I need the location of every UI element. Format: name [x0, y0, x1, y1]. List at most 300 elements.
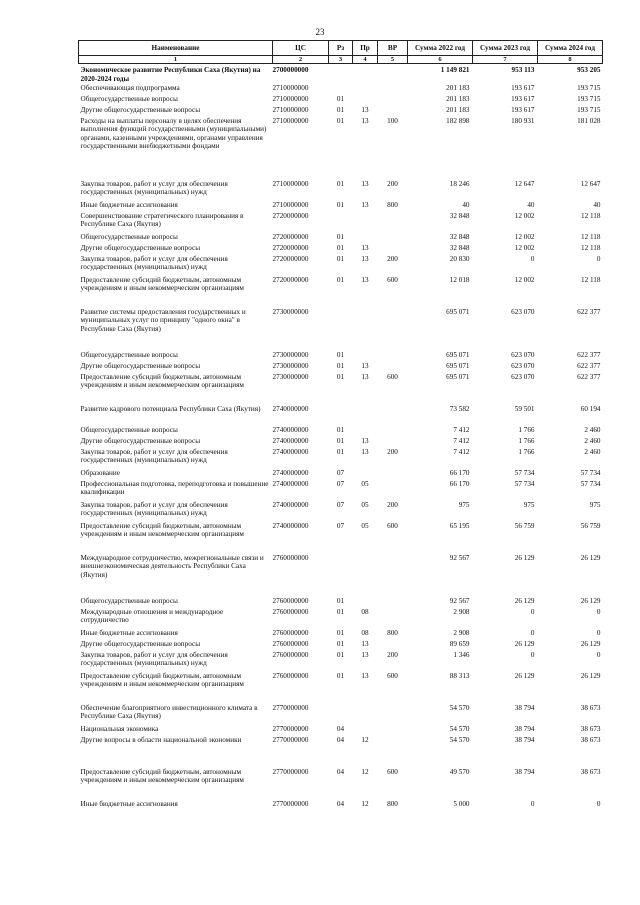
- row-pr: 12: [361, 735, 369, 744]
- row-rz: 04: [336, 724, 345, 733]
- column-index: 3: [329, 56, 353, 64]
- row-pr: 13: [361, 179, 369, 188]
- row-pr: 13: [361, 254, 369, 263]
- table-row: [79, 725, 603, 736]
- row-cs: 2730000000: [272, 361, 309, 370]
- row-rz: 01: [336, 607, 345, 616]
- row-pr: [353, 308, 378, 351]
- header-sum-2023: Сумма 2023 год: [473, 41, 538, 56]
- column-index: 2: [273, 56, 329, 64]
- row-cs: 2720000000: [272, 243, 309, 252]
- table-row: [79, 373, 603, 405]
- row-sum-2024: 12 118: [581, 232, 601, 241]
- row-sum-2023: 59 501: [514, 404, 535, 413]
- table-row: [79, 736, 603, 768]
- row-pr: 12: [361, 767, 369, 776]
- row-rz: 01: [336, 116, 345, 125]
- row-sum-2023: 12 002: [514, 211, 535, 220]
- row-rz: 07: [336, 521, 345, 530]
- row-vr: [378, 362, 408, 373]
- row-name: Национальная экономика: [80, 724, 159, 733]
- row-cs: 2760000000: [272, 650, 309, 659]
- row-pr: 13: [361, 116, 369, 125]
- row-sum-2023: 57 734: [514, 479, 535, 488]
- row-sum-2022: 1 149 821: [440, 66, 470, 74]
- row-sum-2023: 0: [530, 799, 535, 808]
- row-sum-2024: 12 647: [580, 179, 601, 188]
- row-rz: 01: [336, 425, 345, 434]
- row-pr: 13: [361, 243, 369, 252]
- header-sum-2022: Сумма 2022 год: [408, 41, 473, 56]
- row-sum-2022: 18 246: [449, 179, 470, 188]
- row-name: Другие общегосударственные вопросы: [80, 639, 201, 648]
- row-name: Предоставление субсидий бюджетным, автономным учреждениям и иным некоммерческим организациям: [80, 372, 244, 390]
- row-sum-2022: 49 570: [449, 767, 470, 776]
- row-name: Другие общегосударственные вопросы: [80, 243, 201, 252]
- row-sum-2022: 201 183: [446, 105, 470, 114]
- row-sum-2023: 40: [527, 200, 535, 209]
- header-name: Наименование: [79, 41, 273, 56]
- row-vr: [378, 554, 408, 597]
- row-sum-2022: 1 346: [453, 650, 470, 659]
- header-rz: Рз: [329, 41, 353, 56]
- row-sum-2024: 193 715: [577, 94, 601, 103]
- row-name: Международные отношения и международное сотрудничество: [80, 607, 224, 625]
- row-sum-2024: 2 460: [584, 425, 601, 434]
- row-rz: 01: [336, 243, 345, 252]
- row-sum-2023: 180 931: [511, 116, 535, 125]
- row-pr: [353, 64, 378, 84]
- row-sum-2024: 26 129: [580, 553, 601, 562]
- row-sum-2022: 695 071: [446, 361, 470, 370]
- table-row: [79, 608, 603, 629]
- row-cs: 2770000000: [272, 799, 309, 808]
- row-cs: 2740000000: [272, 479, 309, 488]
- table-row: [79, 405, 603, 426]
- row-sum-2022: 88 313: [449, 671, 470, 680]
- row-name: Совершенствование стратегического планирования в Республике Саха (Якутия): [80, 211, 244, 229]
- row-rz: 07: [336, 468, 345, 477]
- row-sum-2024: 181 028: [577, 116, 601, 125]
- row-vr: [378, 704, 408, 725]
- row-sum-2022: 695 071: [446, 350, 470, 359]
- row-vr: 600: [387, 372, 398, 381]
- row-rz: [329, 84, 353, 95]
- row-sum-2024: 622 377: [577, 372, 601, 381]
- row-pr: 05: [361, 479, 369, 488]
- row-sum-2024: 26 129: [580, 596, 601, 605]
- row-sum-2023: 57 734: [514, 468, 535, 477]
- row-sum-2024: 193 715: [577, 83, 601, 92]
- page-number: 23: [315, 27, 325, 37]
- row-sum-2024: 2 460: [584, 447, 601, 456]
- row-pr: 13: [361, 436, 369, 445]
- row-rz: 01: [336, 639, 345, 648]
- row-pr: [353, 95, 378, 106]
- row-name: Другие вопросы в области национальной экономики: [80, 735, 242, 744]
- row-pr: 13: [361, 105, 369, 114]
- row-name: Закупка товаров, работ и услуг для обеспечения государственных (муниципальных) нужд: [80, 254, 228, 272]
- row-vr: [378, 597, 408, 608]
- row-rz: 01: [336, 596, 345, 605]
- row-cs: 2740000000: [272, 521, 309, 530]
- column-index: 8: [538, 56, 603, 64]
- table-row: [79, 64, 603, 84]
- row-cs: 2730000000: [272, 307, 309, 316]
- row-sum-2024: 38 673: [580, 767, 601, 776]
- row-rz: 07: [336, 500, 345, 509]
- row-sum-2023: 26 129: [514, 553, 535, 562]
- row-vr: 200: [387, 650, 398, 659]
- row-sum-2024: 622 377: [577, 350, 601, 359]
- table-row: [79, 629, 603, 640]
- row-rz: 01: [336, 650, 345, 659]
- row-sum-2024: 40: [593, 200, 601, 209]
- row-rz: [329, 405, 353, 426]
- row-pr: [353, 554, 378, 597]
- row-pr: 13: [361, 671, 369, 680]
- row-cs: 2770000000: [272, 767, 309, 776]
- table-row: [79, 244, 603, 255]
- row-name: Общегосударственные вопросы: [80, 425, 178, 434]
- row-sum-2023: 12 002: [514, 275, 535, 284]
- row-sum-2022: 54 570: [449, 735, 470, 744]
- row-cs: 2760000000: [272, 607, 309, 616]
- header-sum-2024: Сумма 2024 год: [538, 41, 603, 56]
- row-vr: 800: [387, 799, 398, 808]
- row-sum-2024: 57 734: [580, 479, 601, 488]
- row-sum-2022: 695 071: [446, 372, 470, 381]
- row-pr: 13: [361, 372, 369, 381]
- table-row: [79, 180, 603, 201]
- row-name: Экономическое развитие Республики Саха (Якутия) на 2020-2024 годы: [80, 66, 261, 83]
- row-pr: 13: [361, 200, 369, 209]
- row-name: Иные бюджетные ассигнования: [80, 200, 178, 209]
- row-sum-2024: 12 118: [581, 275, 601, 284]
- row-name: Предоставление субсидий бюджетным, автономным учреждениям и иным некоммерческим организациям: [80, 275, 244, 293]
- column-index: 7: [473, 56, 538, 64]
- table-row: [79, 95, 603, 106]
- row-rz: 04: [336, 799, 345, 808]
- row-sum-2022: 92 567: [449, 596, 470, 605]
- row-rz: 01: [336, 350, 345, 359]
- row-sum-2022: 89 659: [449, 639, 470, 648]
- row-name: Обеспечение благоприятного инвестиционного климата в Республике Саха (Якутия): [80, 703, 258, 721]
- row-name: Закупка товаров, работ и услуг для обеспечения государственных (муниципальных) нужд: [80, 447, 228, 465]
- row-vr: [378, 469, 408, 480]
- table-row: [79, 480, 603, 501]
- row-cs: 2730000000: [272, 350, 309, 359]
- row-name: Закупка товаров, работ и услуг для обеспечения государственных (муниципальных) нужд: [80, 500, 228, 518]
- table-row: [79, 276, 603, 308]
- row-sum-2024: 60 194: [580, 404, 601, 413]
- table-row: [79, 117, 603, 180]
- table-row: [79, 448, 603, 469]
- row-vr: [378, 64, 408, 84]
- table-header: [79, 41, 603, 64]
- row-name: Закупка товаров, работ и услуг для обеспечения государственных (муниципальных) нужд: [80, 650, 228, 668]
- row-sum-2023: 38 794: [514, 735, 535, 744]
- row-sum-2023: 12 002: [514, 232, 535, 241]
- row-vr: [378, 106, 408, 117]
- row-sum-2023: 0: [530, 607, 535, 616]
- row-sum-2024: 38 673: [580, 724, 601, 733]
- row-pr: 13: [361, 361, 369, 370]
- row-rz: 04: [336, 735, 345, 744]
- row-name: Развитие системы предоставления государственных и муниципальных услуг по принципу "одного окна" в Республике Саха (Якутия): [80, 307, 246, 333]
- row-sum-2022: 92 567: [449, 553, 470, 562]
- row-pr: 08: [361, 628, 369, 637]
- column-index: 4: [353, 56, 378, 64]
- row-cs: 2760000000: [272, 628, 309, 637]
- table-row: [79, 800, 603, 811]
- row-sum-2024: 2 460: [584, 436, 601, 445]
- table-row: [79, 362, 603, 373]
- row-pr: [353, 725, 378, 736]
- row-name: Другие общегосударственные вопросы: [80, 105, 201, 114]
- row-sum-2023: 953 113: [511, 66, 535, 74]
- row-name: Общегосударственные вопросы: [80, 596, 178, 605]
- row-sum-2024: 0: [596, 254, 601, 263]
- table-row: [79, 768, 603, 800]
- row-pr: 12: [361, 799, 369, 808]
- row-vr: [378, 640, 408, 651]
- row-sum-2024: 57 734: [580, 468, 601, 477]
- row-sum-2023: 26 129: [514, 596, 535, 605]
- row-rz: [329, 64, 353, 84]
- row-sum-2023: 0: [530, 650, 535, 659]
- row-sum-2022: 73 582: [449, 404, 470, 413]
- row-rz: 01: [336, 628, 345, 637]
- row-sum-2023: 0: [530, 254, 535, 263]
- row-name: Развитие кадрового потенциала Республики Саха (Якутия): [80, 404, 261, 413]
- row-pr: 13: [361, 447, 369, 456]
- row-vr: [378, 233, 408, 244]
- row-sum-2022: 32 848: [449, 211, 470, 220]
- table-row: [79, 212, 603, 233]
- row-sum-2024: 193 715: [577, 105, 601, 114]
- row-cs: 2710000000: [272, 116, 309, 125]
- row-sum-2024: 12 118: [581, 211, 601, 220]
- row-vr: [378, 426, 408, 437]
- row-cs: 2760000000: [272, 596, 309, 605]
- row-cs: 2710000000: [272, 105, 309, 114]
- row-sum-2022: 66 170: [449, 479, 470, 488]
- row-vr: 200: [387, 500, 398, 509]
- row-sum-2022: 54 570: [449, 724, 470, 733]
- row-name: Иные бюджетные ассигнования: [80, 799, 178, 808]
- row-pr: [353, 469, 378, 480]
- row-vr: [378, 608, 408, 629]
- row-cs: 2740000000: [272, 447, 309, 456]
- row-name: Международное сотрудничество, межрегиональные связи и внешнеэкономическая деятельность Республики Саха (Якутия): [80, 553, 264, 579]
- row-sum-2024: 26 129: [580, 671, 601, 680]
- row-name: Предоставление субсидий бюджетным, автономным учреждениям и иным некоммерческим организациям: [80, 521, 244, 539]
- row-vr: [378, 405, 408, 426]
- table-row: [79, 469, 603, 480]
- row-rz: [329, 704, 353, 725]
- row-pr: [353, 426, 378, 437]
- table-row: [79, 426, 603, 437]
- row-sum-2023: 193 617: [511, 94, 535, 103]
- row-pr: [353, 704, 378, 725]
- row-vr: [378, 351, 408, 362]
- row-cs: 2740000000: [272, 436, 309, 445]
- row-cs: 2720000000: [272, 211, 309, 220]
- row-sum-2024: 975: [589, 500, 601, 509]
- table-row: [79, 597, 603, 608]
- row-rz: 01: [336, 232, 345, 241]
- row-name: Общегосударственные вопросы: [80, 94, 178, 103]
- header-vr: ВР: [378, 41, 408, 56]
- row-sum-2023: 975: [523, 500, 535, 509]
- row-cs: 2770000000: [272, 735, 309, 744]
- row-sum-2023: 623 070: [511, 350, 535, 359]
- row-rz: 01: [336, 671, 345, 680]
- row-vr: 200: [387, 447, 398, 456]
- row-cs: 2720000000: [272, 232, 309, 241]
- header-cs: ЦС: [273, 41, 329, 56]
- row-pr: [353, 597, 378, 608]
- header-pr: Пр: [353, 41, 378, 56]
- table-row: [79, 255, 603, 276]
- row-name: Обеспечивающая подпрограмма: [80, 83, 180, 92]
- column-index-row: [79, 56, 603, 64]
- row-sum-2022: 54 570: [449, 703, 470, 712]
- row-cs: 2710000000: [272, 179, 309, 188]
- row-sum-2022: 5 000: [453, 799, 470, 808]
- row-sum-2024: 38 673: [580, 703, 601, 712]
- row-rz: 01: [336, 275, 345, 284]
- row-cs: 2710000000: [272, 94, 309, 103]
- row-pr: 05: [361, 521, 369, 530]
- row-pr: [353, 233, 378, 244]
- row-sum-2022: 66 170: [449, 468, 470, 477]
- table-row: [79, 201, 603, 212]
- row-vr: [378, 212, 408, 233]
- row-sum-2023: 38 794: [514, 767, 535, 776]
- row-cs: 2720000000: [272, 254, 309, 263]
- row-sum-2022: 2 908: [453, 628, 470, 637]
- table-row: [79, 651, 603, 672]
- row-sum-2023: 38 794: [514, 724, 535, 733]
- row-sum-2022: 32 848: [449, 243, 470, 252]
- table-row: [79, 233, 603, 244]
- table-row: [79, 437, 603, 448]
- row-name: Предоставление субсидий бюджетным, автономным учреждениям и иным некоммерческим организациям: [80, 671, 244, 689]
- row-rz: [329, 212, 353, 233]
- row-sum-2022: 182 898: [446, 116, 470, 125]
- row-cs: 2740000000: [272, 468, 309, 477]
- row-cs: 2740000000: [272, 500, 309, 509]
- row-sum-2022: 201 183: [446, 83, 470, 92]
- row-cs: 2710000000: [272, 83, 309, 92]
- row-sum-2023: 12 647: [514, 179, 535, 188]
- table-row: [79, 501, 603, 522]
- row-sum-2024: 12 118: [581, 243, 601, 252]
- row-cs: 2760000000: [272, 671, 309, 680]
- row-name: Общегосударственные вопросы: [80, 350, 178, 359]
- row-rz: 01: [336, 105, 345, 114]
- row-pr: 13: [361, 650, 369, 659]
- row-sum-2023: 1 766: [518, 425, 535, 434]
- row-vr: [378, 736, 408, 768]
- row-name: Образование: [80, 468, 120, 477]
- row-sum-2024: 0: [596, 799, 601, 808]
- row-sum-2022: 975: [458, 500, 470, 509]
- row-sum-2022: 32 848: [449, 232, 470, 241]
- table-row: [79, 554, 603, 597]
- row-vr: 600: [387, 275, 398, 284]
- row-vr: 600: [387, 521, 398, 530]
- row-sum-2022: 7 412: [453, 436, 470, 445]
- row-name: Закупка товаров, работ и услуг для обеспечения государственных (муниципальных) нужд: [80, 179, 228, 197]
- row-rz: 01: [336, 94, 345, 103]
- row-vr: 800: [387, 628, 398, 637]
- row-name: Предоставление субсидий бюджетным, автономным учреждениям и иным некоммерческим организациям: [80, 767, 244, 785]
- row-cs: 2730000000: [272, 372, 309, 381]
- row-cs: 2770000000: [272, 724, 309, 733]
- row-pr: [353, 84, 378, 95]
- row-rz: [329, 554, 353, 597]
- row-vr: 600: [387, 671, 398, 680]
- row-vr: 100: [387, 116, 398, 125]
- row-sum-2022: 695 071: [446, 307, 470, 316]
- row-vr: 200: [387, 254, 398, 263]
- row-cs: 2710000000: [272, 200, 309, 209]
- row-name: Иные бюджетные ассигнования: [80, 628, 178, 637]
- row-pr: 13: [361, 639, 369, 648]
- row-sum-2024: 622 377: [577, 361, 601, 370]
- row-sum-2022: 7 412: [453, 447, 470, 456]
- row-sum-2022: 20 830: [449, 254, 470, 263]
- row-sum-2023: 623 070: [511, 307, 535, 316]
- row-rz: 04: [336, 767, 345, 776]
- table-row: [79, 308, 603, 351]
- row-vr: [378, 725, 408, 736]
- row-vr: [378, 308, 408, 351]
- row-name: Другие общегосударственные вопросы: [80, 436, 201, 445]
- row-rz: 01: [336, 372, 345, 381]
- row-sum-2024: 26 129: [580, 639, 601, 648]
- row-sum-2023: 193 617: [511, 105, 535, 114]
- row-sum-2023: 12 002: [514, 243, 535, 252]
- column-index: 6: [408, 56, 473, 64]
- table-row: [79, 106, 603, 117]
- row-sum-2023: 26 129: [514, 639, 535, 648]
- row-pr: 05: [361, 500, 369, 509]
- row-vr: [378, 84, 408, 95]
- row-rz: 01: [336, 447, 345, 456]
- row-cs: 2740000000: [272, 425, 309, 434]
- row-cs: 2760000000: [272, 553, 309, 562]
- row-vr: [378, 480, 408, 501]
- row-sum-2023: 623 070: [511, 361, 535, 370]
- row-name: Расходы на выплаты персоналу в целях обеспечения выполнения функций государственными (муниципальными) органами, казенными учреждениями, органами управления государственными внебюджетными фондами: [80, 116, 267, 151]
- row-sum-2023: 1 766: [518, 447, 535, 456]
- row-rz: [329, 308, 353, 351]
- row-sum-2024: 0: [596, 650, 601, 659]
- table-row: [79, 84, 603, 95]
- row-pr: 13: [361, 275, 369, 284]
- row-sum-2022: 12 018: [449, 275, 470, 284]
- row-vr: 200: [387, 179, 398, 188]
- row-rz: 01: [336, 200, 345, 209]
- row-vr: [378, 244, 408, 255]
- row-sum-2024: 38 673: [580, 735, 601, 744]
- row-cs: 2720000000: [272, 275, 309, 284]
- row-sum-2024: 622 377: [577, 307, 601, 316]
